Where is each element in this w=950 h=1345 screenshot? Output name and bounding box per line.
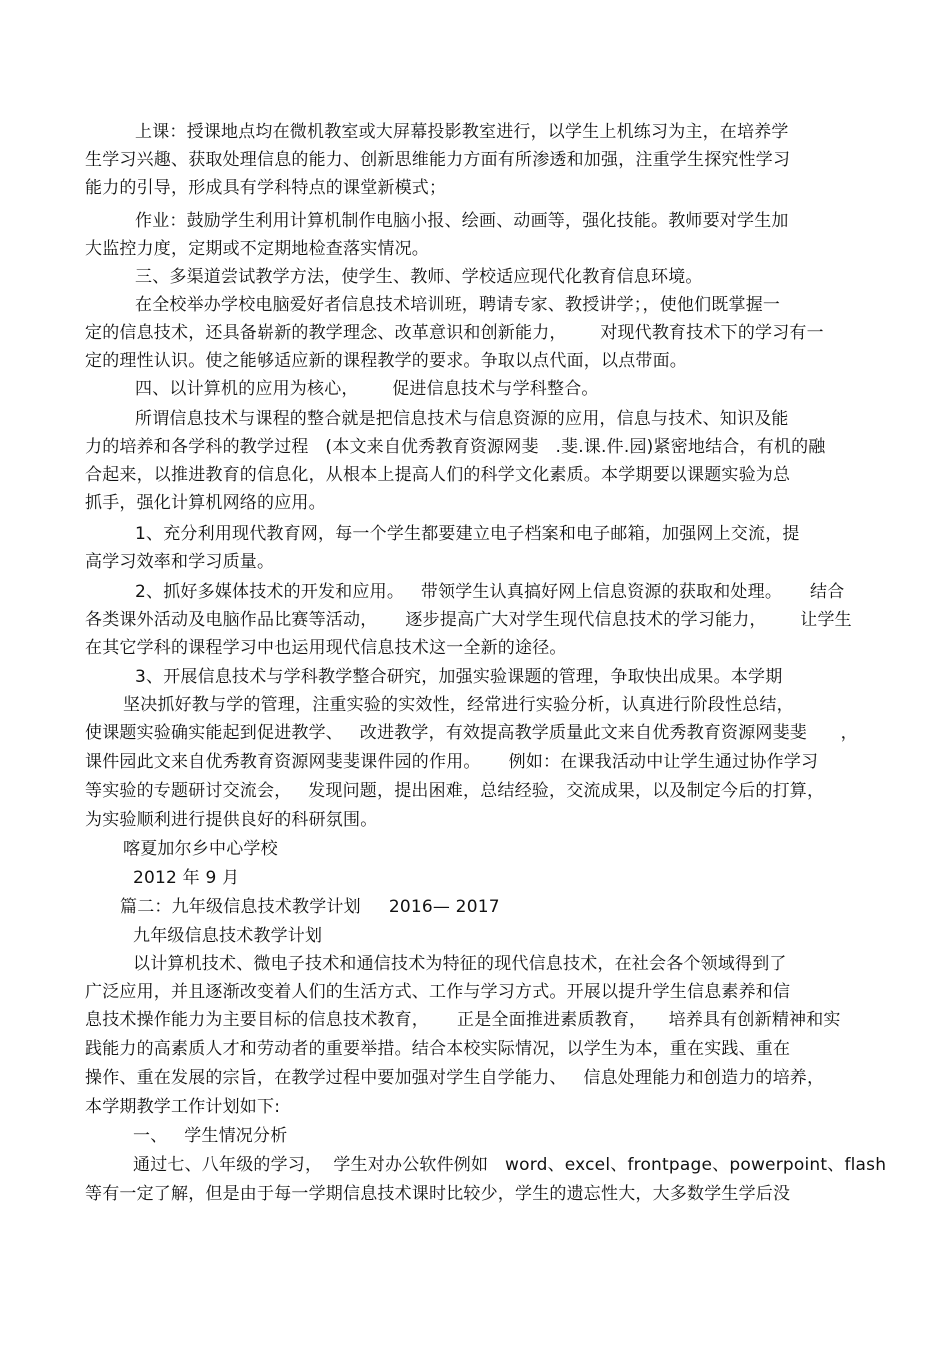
text-line: 能力的引导，形成具有学科特点的课堂新模式；: [85, 178, 447, 198]
text-line: 力的培养和各学科的教学过程 (本文来自优秀教育资源网斐 .斐.课.件.园)紧密地结合，有机的融: [85, 437, 826, 457]
text-line: 息技术操作能力为主要目标的信息技术教育， 正是全面推进素质教育， 培养具有创新精神和实: [85, 1010, 841, 1030]
text-line: 四、以计算机的应用为核心， 促进信息技术与学科整合。: [135, 379, 599, 399]
text-line: 九年级信息技术教学计划: [133, 926, 323, 946]
text-line: 大监控力度，定期或不定期地检查落实情况。: [85, 239, 429, 259]
text-line: 篇二：九年级信息技术教学计划 2016— 2017: [120, 897, 500, 917]
text-line: 定的信息技术，还具备崭新的教学理念、改革意识和创新能力， 对现代教育技术下的学习有一: [85, 323, 824, 343]
text-line: 1、充分利用现代教育网，每一个学生都要建立电子档案和电子邮箱，加强网上交流，提: [135, 524, 800, 544]
text-line: 广泛应用，并且逐渐改变着人们的生活方式、工作与学习方式。开展以提升学生信息素养和信: [85, 982, 791, 1002]
text-line: 定的理性认识。使之能够适应新的课程教学的要求。争取以点代面，以点带面。: [85, 351, 687, 371]
text-line: 2012 年 9 月: [133, 868, 240, 888]
text-line: 三、多渠道尝试教学方法，使学生、教师、学校适应现代化教育信息环境。: [135, 267, 703, 287]
text-line: 3、开展信息技术与学科教学整合研究，加强实验课题的管理，争取快出成果。本学期: [135, 667, 783, 687]
text-line: 在全校举办学校电脑爱好者信息技术培训班，聘请专家、教授讲学；，使他们既掌握一: [135, 295, 781, 315]
text-line: 高学习效率和学习质量。: [85, 552, 275, 572]
text-line: 一、 学生情况分析: [133, 1126, 288, 1146]
text-line: 等实验的专题研讨交流会， 发现问题，提出困难，总结经验，交流成果，以及制定今后的打算，: [85, 781, 825, 801]
text-line: 通过七、八年级的学习， 学生对办公软件例如 word、excel、frontpage、powerpoint、flash: [133, 1155, 887, 1175]
text-line: 以计算机技术、微电子技术和通信技术为特征的现代信息技术，在社会各个领域得到了: [133, 954, 787, 974]
text-line: 喀夏加尔乡中心学校: [123, 839, 278, 859]
text-line: 在其它学科的课程学习中也运用现代信息技术这一全新的途径。: [85, 638, 567, 658]
text-line: 生学习兴趣、获取处理信息的能力、创新思维能力方面有所渗透和加强，注重学生探究性学习: [85, 150, 791, 170]
text-line: 作业：鼓励学生利用计算机制作电脑小报、绘画、动画等，强化技能。教师要对学生加: [135, 211, 789, 231]
text-line: 等有一定了解，但是由于每一学期信息技术课时比较少，学生的遗忘性大，大多数学生学后没: [85, 1184, 791, 1204]
text-line: 抓手，强化计算机网络的应用。: [85, 493, 326, 513]
text-line: 为实验顺利进行提供良好的科研氛围。: [85, 810, 378, 830]
text-line: 使课题实验确实能起到促进教学、 改进教学，有效提高教学质量此文来自优秀教育资源网斐斐 ，: [85, 723, 858, 743]
text-line: 所谓信息技术与课程的整合就是把信息技术与信息资源的应用，信息与技术、知识及能: [135, 409, 789, 429]
text-line: 2、抓好多媒体技术的开发和应用。 带领学生认真搞好网上信息资源的获取和处理。 结合: [135, 582, 845, 602]
text-line: 践能力的高素质人才和劳动者的重要举措。结合本校实际情况，以学生为本，重在实践、重在: [85, 1039, 791, 1059]
text-line: 本学期教学工作计划如下:: [85, 1097, 281, 1117]
text-line: 合起来，以推进教育的信息化，从根本上提高人们的科学文化素质。本学期要以课题实验为总: [85, 465, 791, 485]
text-line: 课件园此文来自优秀教育资源网斐斐课件园的作用。 例如：在课我活动中让学生通过协作学习: [85, 752, 819, 772]
text-line: 上课：授课地点均在微机教室或大屏幕投影教室进行，以学生上机练习为主，在培养学: [135, 122, 789, 142]
text-line: 各类课外活动及电脑作品比赛等活动， 逐步提高广大对学生现代信息技术的学习能力， 让学生: [85, 610, 852, 630]
text-line: 操作、重在发展的宗旨，在教学过程中要加强对学生自学能力、 信息处理能力和创造力的培养，: [85, 1068, 825, 1088]
text-line: 坚决抓好教与学的管理，注重实验的实效性，经常进行实验分析，认真进行阶段性总结，: [123, 695, 794, 715]
